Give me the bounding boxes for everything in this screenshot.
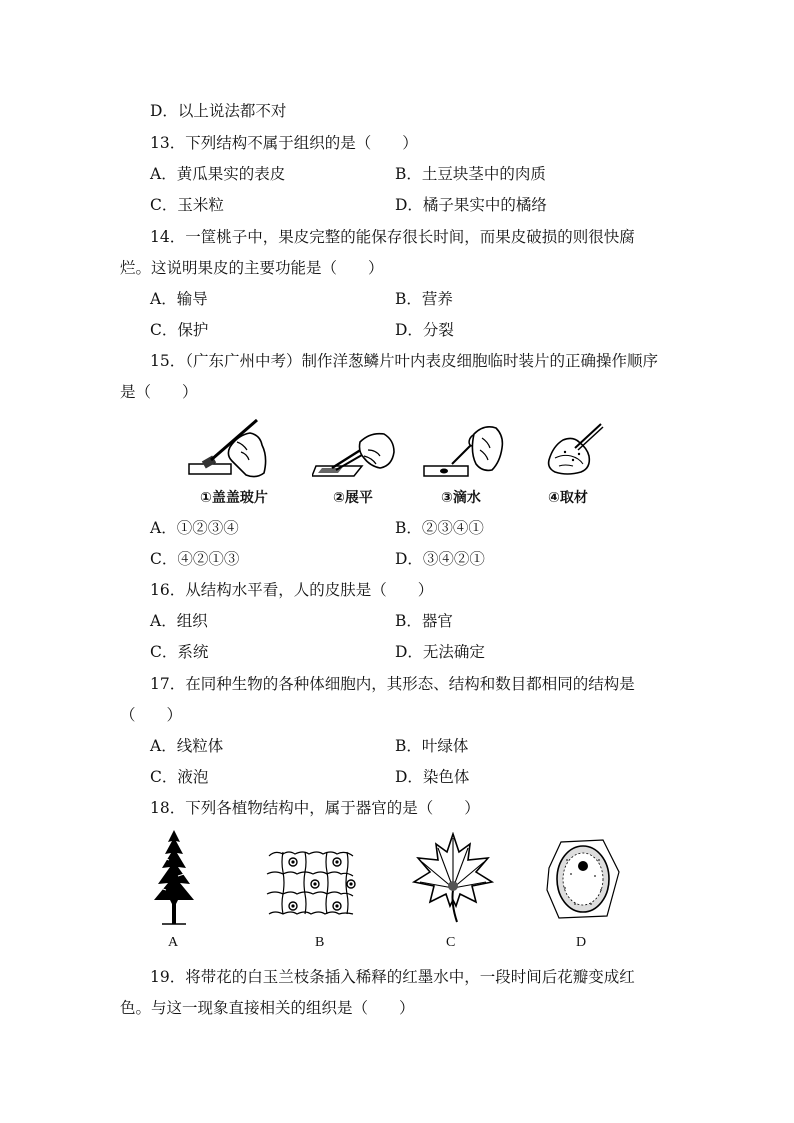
q13-option-a: A．黄瓜果实的表皮: [150, 165, 286, 183]
q15-option-d: D．③④②①: [395, 550, 485, 568]
question-18: 18．下列各植物结构中，属于器官的是（ ）: [150, 799, 480, 817]
q18-label-b: B: [315, 935, 325, 950]
q13-option-c: C．玉米粒: [150, 196, 224, 214]
q14-option-b: B．营养: [395, 290, 453, 308]
question-17-line1: 17．在同种生物的各种体细胞内，其形态、结构和数目都相同的结构是: [150, 675, 635, 693]
cell-tissue-icon: [265, 848, 361, 920]
q14-option-d: D．分裂: [395, 321, 454, 339]
q17-option-b: B．叶绿体: [395, 737, 469, 755]
tree-icon: [150, 828, 198, 926]
q18-label-c: C: [446, 935, 456, 950]
q15-option-a: A．①②③④: [150, 519, 239, 537]
q17-option-a: A．线粒体: [150, 737, 224, 755]
q15-caption-1: ①盖盖玻片: [200, 490, 268, 506]
question-19-line1: 19．将带花的白玉兰枝条插入稀释的红墨水中，一段时间后花瓣变成红: [150, 968, 635, 986]
q12-option-d: D．以上说法都不对: [150, 102, 287, 120]
q18-label-a: A: [168, 935, 179, 950]
q16-option-a: A．组织: [150, 612, 208, 630]
q15-option-c: C．④②①③: [150, 550, 240, 568]
q14-option-c: C．保护: [150, 321, 209, 339]
hand-flatten-icon: [312, 424, 402, 489]
q16-option-c: C．系统: [150, 643, 209, 661]
q17-option-c: C．液泡: [150, 768, 209, 786]
question-15-line2: 是（ ）: [120, 383, 198, 401]
hand-cover-slip-icon: [185, 412, 275, 487]
question-17-line2: （ ）: [120, 706, 183, 724]
q15-caption-2: ②展平: [333, 490, 373, 506]
q15-caption-3: ③滴水: [441, 490, 481, 506]
question-14-line1: 14．一筐桃子中，果皮完整的能保存很长时间，而果皮破损的则很快腐: [150, 228, 635, 246]
tweezers-peel-icon: [545, 420, 605, 480]
q15-option-b: B．②③④①: [395, 519, 484, 537]
q18-label-d: D: [576, 935, 587, 950]
single-cell-icon: [545, 838, 621, 920]
question-13: 13．下列结构不属于组织的是（ ）: [150, 134, 418, 152]
leaf-icon: [412, 832, 494, 924]
question-15-line1: 15．（广东广州中考）制作洋葱鳞片叶内表皮细胞临时装片的正确操作顺序: [150, 352, 658, 370]
question-14-line2: 烂。这说明果皮的主要功能是（ ）: [120, 259, 384, 277]
hand-dropper-icon: [420, 424, 510, 489]
q16-option-d: D．无法确定: [395, 643, 485, 661]
q17-option-d: D．染色体: [395, 768, 470, 786]
q13-option-b: B．土豆块茎中的肉质: [395, 165, 546, 183]
q15-caption-4: ④取材: [548, 490, 588, 506]
q13-option-d: D．橘子果实中的橘络: [395, 196, 547, 214]
q16-option-b: B．器官: [395, 612, 453, 630]
q14-option-a: A．输导: [150, 290, 208, 308]
question-16: 16．从结构水平看，人的皮肤是（ ）: [150, 581, 434, 599]
question-19-line2: 色。与这一现象直接相关的组织是（ ）: [120, 999, 415, 1017]
